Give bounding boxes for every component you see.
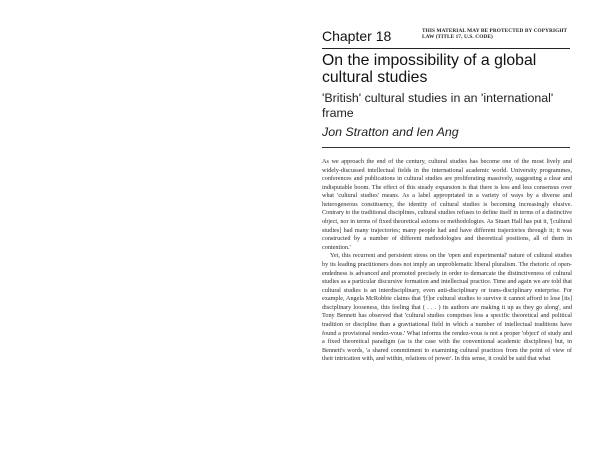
chapter-header bbox=[322, 28, 570, 49]
divider bbox=[322, 147, 570, 148]
body-text bbox=[322, 158, 572, 364]
copyright-notice: THIS MATERIAL MAY BE PROTECTED BY COPYRIGHT LAW (TITLE 17, U.S. CODE) bbox=[422, 28, 568, 40]
chapter-label: Chapter 18 bbox=[322, 28, 392, 44]
authors: Jon Stratton and Ien Ang bbox=[322, 125, 459, 139]
chapter-subtitle: 'British' cultural studies in an 'international' frame bbox=[322, 91, 554, 120]
paragraph: Yet, this recurrent and persistent stress on the 'open and experimental' nature of cultural studies by its leading practitioners does not imply an unproblematic liberal pluralism. The rhetoric of open-endedness is advanced and promoted precisely in order to demarcate the distinctiveness of cultural studies as a particular discursive formation and intellectual practice. Time and again we are told that cultural studies is an interdisciplinary, even anti-disciplinary or trans-disciplinary enterprise. For example, Angela McRobbie claims that '[f]or cultural studies to survive it cannot afford to lose [its] disciplinary looseness, this feeling that ( . . . ) its authors are making it up as they go along', and Tony Bennett has observed that 'cultural studies comprises less a specific theoretical and political tradition or discipline than a gravitational field in which a number of intellectual traditions have found a provisional rendez-vous.' What informs the rendez-vous is not a proper 'object' of study and a fixed theoretical paradigm (as is the case with the conventional academic disciplines) but, in Bennett's words, 'a shared commitment to examining cultural practices from the point of view of their intrication with, and within, relations of power'. In this sense, it could be said that what bbox=[322, 252, 572, 363]
chapter-title: On the impossibility of a global cultural studies bbox=[322, 52, 537, 86]
paragraph: As we approach the end of the century, cultural studies has become one of the most lively and widely-discussed intellectual fields in the international academic world. University programmes, conferences and publications in cultural studies are proliferating massively, suggesting a clear and indisputable boom. The effect of this steady expansion is that there is less and less consensus over what 'cultural studies' means. As a label appropriated in a variety of ways by a diverse and heterogeneous constituency, the identity of cultural studies is becoming increasingly elusive. Contrary to the traditional disciplines, cultural studies refuses to define itself in terms of a distinctive object, nor in terms of fixed theoretical axioms or methodologies. As Stuart Hall has put it, '[cultural studies] had many trajectories; many people had and have different trajectories through it; it was constructed by a number of different methodologies and theoretical positions, all of them in contention.' bbox=[322, 158, 572, 251]
